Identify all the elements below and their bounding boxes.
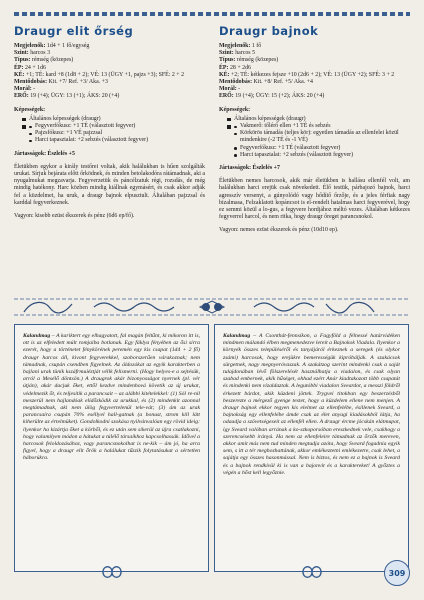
right-title-text: Draugr bajnok xyxy=(219,24,319,38)
box-text: – A Csonthát-fennsíkon, a Fagyföld a félnessé határvidéken mindmen múlandó élben megmenedezve lereít a Bajnokok Viadala. Ilyenkor a környék összes településéről és tanyájáról érkeznek a seregek (és olykor zsámi) harcosok, hogy erejükre bemerességük kipróbálják. A szakácsok sürgetnek, nagy megnyeróvaszak. A szakátzog szerint mindenki csak a saját tulajdonában lévő fölszerelését használhatja a viadalon, és csak olyan szabad embernek, akik hűséget, ohhad ezért Anár kiadtakozott több csapatát és mindenki nem vízaldaztak. A legutóbbi viadalon Sveardot, a messzi földről érkezett bárdot, akik küzdeni jöttek. Trygvei titokban egy beszerzésből beszerezte a mérgező gyenge testet, hogy a küzdelem ellene nem menjen. A draugr bajnok ekkor tegyen kis elelmet az ellenfelébe, ésillenek Sveard, a bajnokság egy ellenfelébe ámde csak az élet anyagi kiadásokból látja, ha odaadja a szövetségeseit az ellenfél ellen. A draugr ércme jócskán elátmupat, így Sveard valóban arrának a ko-szkoporsóban ereszkednek vele, csakhogy a szerencsésebb irányú. Ha nem az ellenfeleire támadnak az őrzők mereven, akkor amit más nem tud minden megtudja azóta, hogy Sveard fogadnia egyik sem, s itt a tér meghozhattának, akkor emlékeztetni emlékezetre, csak lehet, a sajátja egy összes hasonmással. Nem is biztos, és nem ez a bajnok is Sveard és a bajnok rendkívül ki is van a bajonvit és a karaktereket! A győztes a végén a hőst kell legyőznie. xyxy=(223,333,400,476)
stat-line: KÉ: +2; TÉ: kétkezes fejsze +10 (2d6 + 2); VÉ: 13 (ÜGY +2); SFÉ: 3 + 2 xyxy=(219,71,395,78)
knot-ornament-icon xyxy=(300,563,324,581)
adventure-hook-box-left xyxy=(14,324,209,572)
stat-line: ÉP: 24 + 1d6 xyxy=(14,64,46,71)
adventure-hook-box-right xyxy=(214,324,409,572)
left-title-text: Draugr elit őrség xyxy=(14,24,134,38)
skill-item: Általános képességek (draugr) xyxy=(227,116,410,123)
stat-line: Megjelenők: 1 fő xyxy=(219,43,262,49)
proficiency: Jártasságok: Észlelés +5 xyxy=(14,150,75,157)
skill-subitem: Harci tapasztalat: +2 sebzés (választott fegyver) xyxy=(234,152,410,159)
right-column xyxy=(219,22,410,235)
stat-line: Szint: harcos 5 xyxy=(219,50,256,57)
proficiency: Jártasságok: Észlelés +7 xyxy=(219,165,280,172)
skills-list xyxy=(22,116,205,145)
stat-line: ÉP: 28 + 2d6 xyxy=(219,64,251,71)
top-border xyxy=(14,12,410,16)
box-text: – A kariktert egy elhagyatott, fal magán feltűnt, ki mikoron itt is, ott is az elfeledett múlt romjaiba botlanak. Egy fáklya fényében az ősi sírra ezerét, hogy a történetet fénykörének peremén egy kis csapat (1d4 + 2 fő) draugr harcos áll, kivont fegyverekkel, szoborszerűen várakoznak; nem támadnak, csupán csendben figyelnek. Az áldozókat az egyik karakterben a bajlani urak tünik kszáfrmuiéztját véllk felismerni. (Hogy helyes-e a sejtésük, arról a Mesélő döntsön.) A draugrok akár bizonyosságot nyernek (pl. vér útján), akár dacjuk őket, ettől kezdve mindenhová követik az új urukat, védelmezik őt, és teljesítik a parancsait – az alábbi kitételekkel: (1) Sól re-nil meszerül nem hajlandóak elidőzködik az urukkal, és (2) mindenkit azonnal megtámadnak, aki nem ülög fegyvertelenül tele-vát; (3) ám az urak parancsaira csupán 70% eséllyel hall-gatnak (a bonust, strom kill látt kiherülte az értelmüket). Gondolkodni szokása nyilvánvalóan egy rövid ideig: ilyenkor ha kizártja őket a körből, és ez után sem sikerül az újra csatlakozni, hogy valamilyen módon a hátukat a túlélő társaikhoz kapcsolhassák. Idővel a harcosok feloldozásához, vagy parancsnokolhat is ne-kik – ám jó, ha arra figyel, hogy a draugr elit őrök a halálukat tűzzik folytatásukat a sértetlen háborúkra. xyxy=(23,333,200,462)
left-loot: Vagyon: kisebb ezüst ékszerek és pénz (6d6 ep/fő). xyxy=(14,213,135,220)
stat-line: Típus: rémség (közepes) xyxy=(219,57,279,64)
left-stats xyxy=(14,43,205,101)
ornament-band-graphic xyxy=(14,298,410,316)
right-description: Életükben nemes harcosok, akik már életükben is hallásu ellenfél volt, am halálukban harci erejük csak növekedett. Élő testük, párbajozó bajnok, harci agresszív versenyt, a gúnyolódó vagy hődítő őrzője, és a jeles férfiak nagy bizalmasa, Felzaklatott kopáncsot is el-rendelt hatalmas harci fegyverével, hogy ez semmi közül a lo-gus, a fegyvere hordjához méltó vezes. Általában kétkezes fegyverrel harcol, és nem ritka, hogy draugr őreget parancsnokol. xyxy=(219,178,410,221)
stat-line: Típus: rémség (közepes) xyxy=(14,57,74,64)
stat-line: Mentődobás: Kit. +7/ Ref. +3/ Aka. +3 xyxy=(14,79,108,86)
box-lead: Kalandmag xyxy=(23,333,51,339)
stat-line: ERŐ: 19 (+4); ÜGY: 13 (+1); ÁKS: 20 (+4) xyxy=(14,93,120,100)
left-description: Életükben egykor a király testőrei voltak, akik halálukban is hűen szolgálták urukat. Sírjuk bejárata előtt őrködnek, és minden betolakodóra rátámadnak, aki a nyugalmukat megzavarja. Fegyverzetük és páncélzatuk régi, rozsdás, de még mindig hatékony. Harc közben mindig kiállnak egymásért, és csak akkor adják fel a küzdelmet, ha uruk, a draugr bajnok elpusztult. Általában pajzzsal és karddal fegyverkeznek. xyxy=(14,163,205,206)
skill-item: Általános képességek (draugr) xyxy=(22,116,205,123)
skill-subitem: Vakmerő: tőlérő ellen +1 TÉ és sebzés xyxy=(234,123,410,130)
left-title xyxy=(14,22,205,40)
skill-item xyxy=(22,123,205,145)
stat-line: ERŐ: 19 (+4); ÜGY: 15 (+2); ÁKS: 20 (+4) xyxy=(219,93,325,100)
stat-line: KÉ: +1; TÉ: kard +8 (1d8 + 2); VÉ: 13 (ÜGY +1, pajzs +3); SFÉ: 2 + 2 xyxy=(14,71,185,78)
right-title xyxy=(219,22,410,40)
box-lead: Kalandmag xyxy=(223,333,251,339)
page-number: 309 xyxy=(384,560,410,586)
skills-label: Képességek: xyxy=(14,106,46,113)
stat-line: Mentődobás: Kit. +8/ Ref. +5/ Aka. +4 xyxy=(219,79,313,86)
skill-subitem: Fegyverfókusz: +1 TÉ (választott fegyver) xyxy=(234,145,410,152)
skills-label: Képességek: xyxy=(219,106,251,113)
skill-subitem: Harci tapasztalat: +2 sebzés (választott fegyver) xyxy=(29,137,205,144)
left-column xyxy=(14,22,205,220)
skill-subitem: Fegyverfókusz: +1 TÉ (választott fegyver) xyxy=(29,123,205,130)
right-loot: Vagyon: nemes ezüst ékszerek és pénz (10d10 ep). xyxy=(219,227,339,234)
stat-line: Szint: harcos 3 xyxy=(14,50,51,57)
skills-list xyxy=(227,116,410,159)
skill-subitem: Pajzsfókusz: +1 VÉ pajzzsal xyxy=(29,130,205,137)
stat-line: Morál: - xyxy=(14,86,36,93)
knot-ornament-icon xyxy=(100,563,124,581)
stat-line: Megjelenők: 1d4 + 1 fő/egység xyxy=(14,43,90,49)
skill-item xyxy=(227,123,410,159)
skill-subitem: Körkörös támadás (teljes kör): egyetlen támadás az ellenfelei közül mindenkire (-2 TÉ és -1 VÉ) xyxy=(234,130,410,144)
right-stats xyxy=(219,43,410,101)
ornament-band xyxy=(14,298,410,316)
stat-line: Morál: - xyxy=(219,86,241,93)
